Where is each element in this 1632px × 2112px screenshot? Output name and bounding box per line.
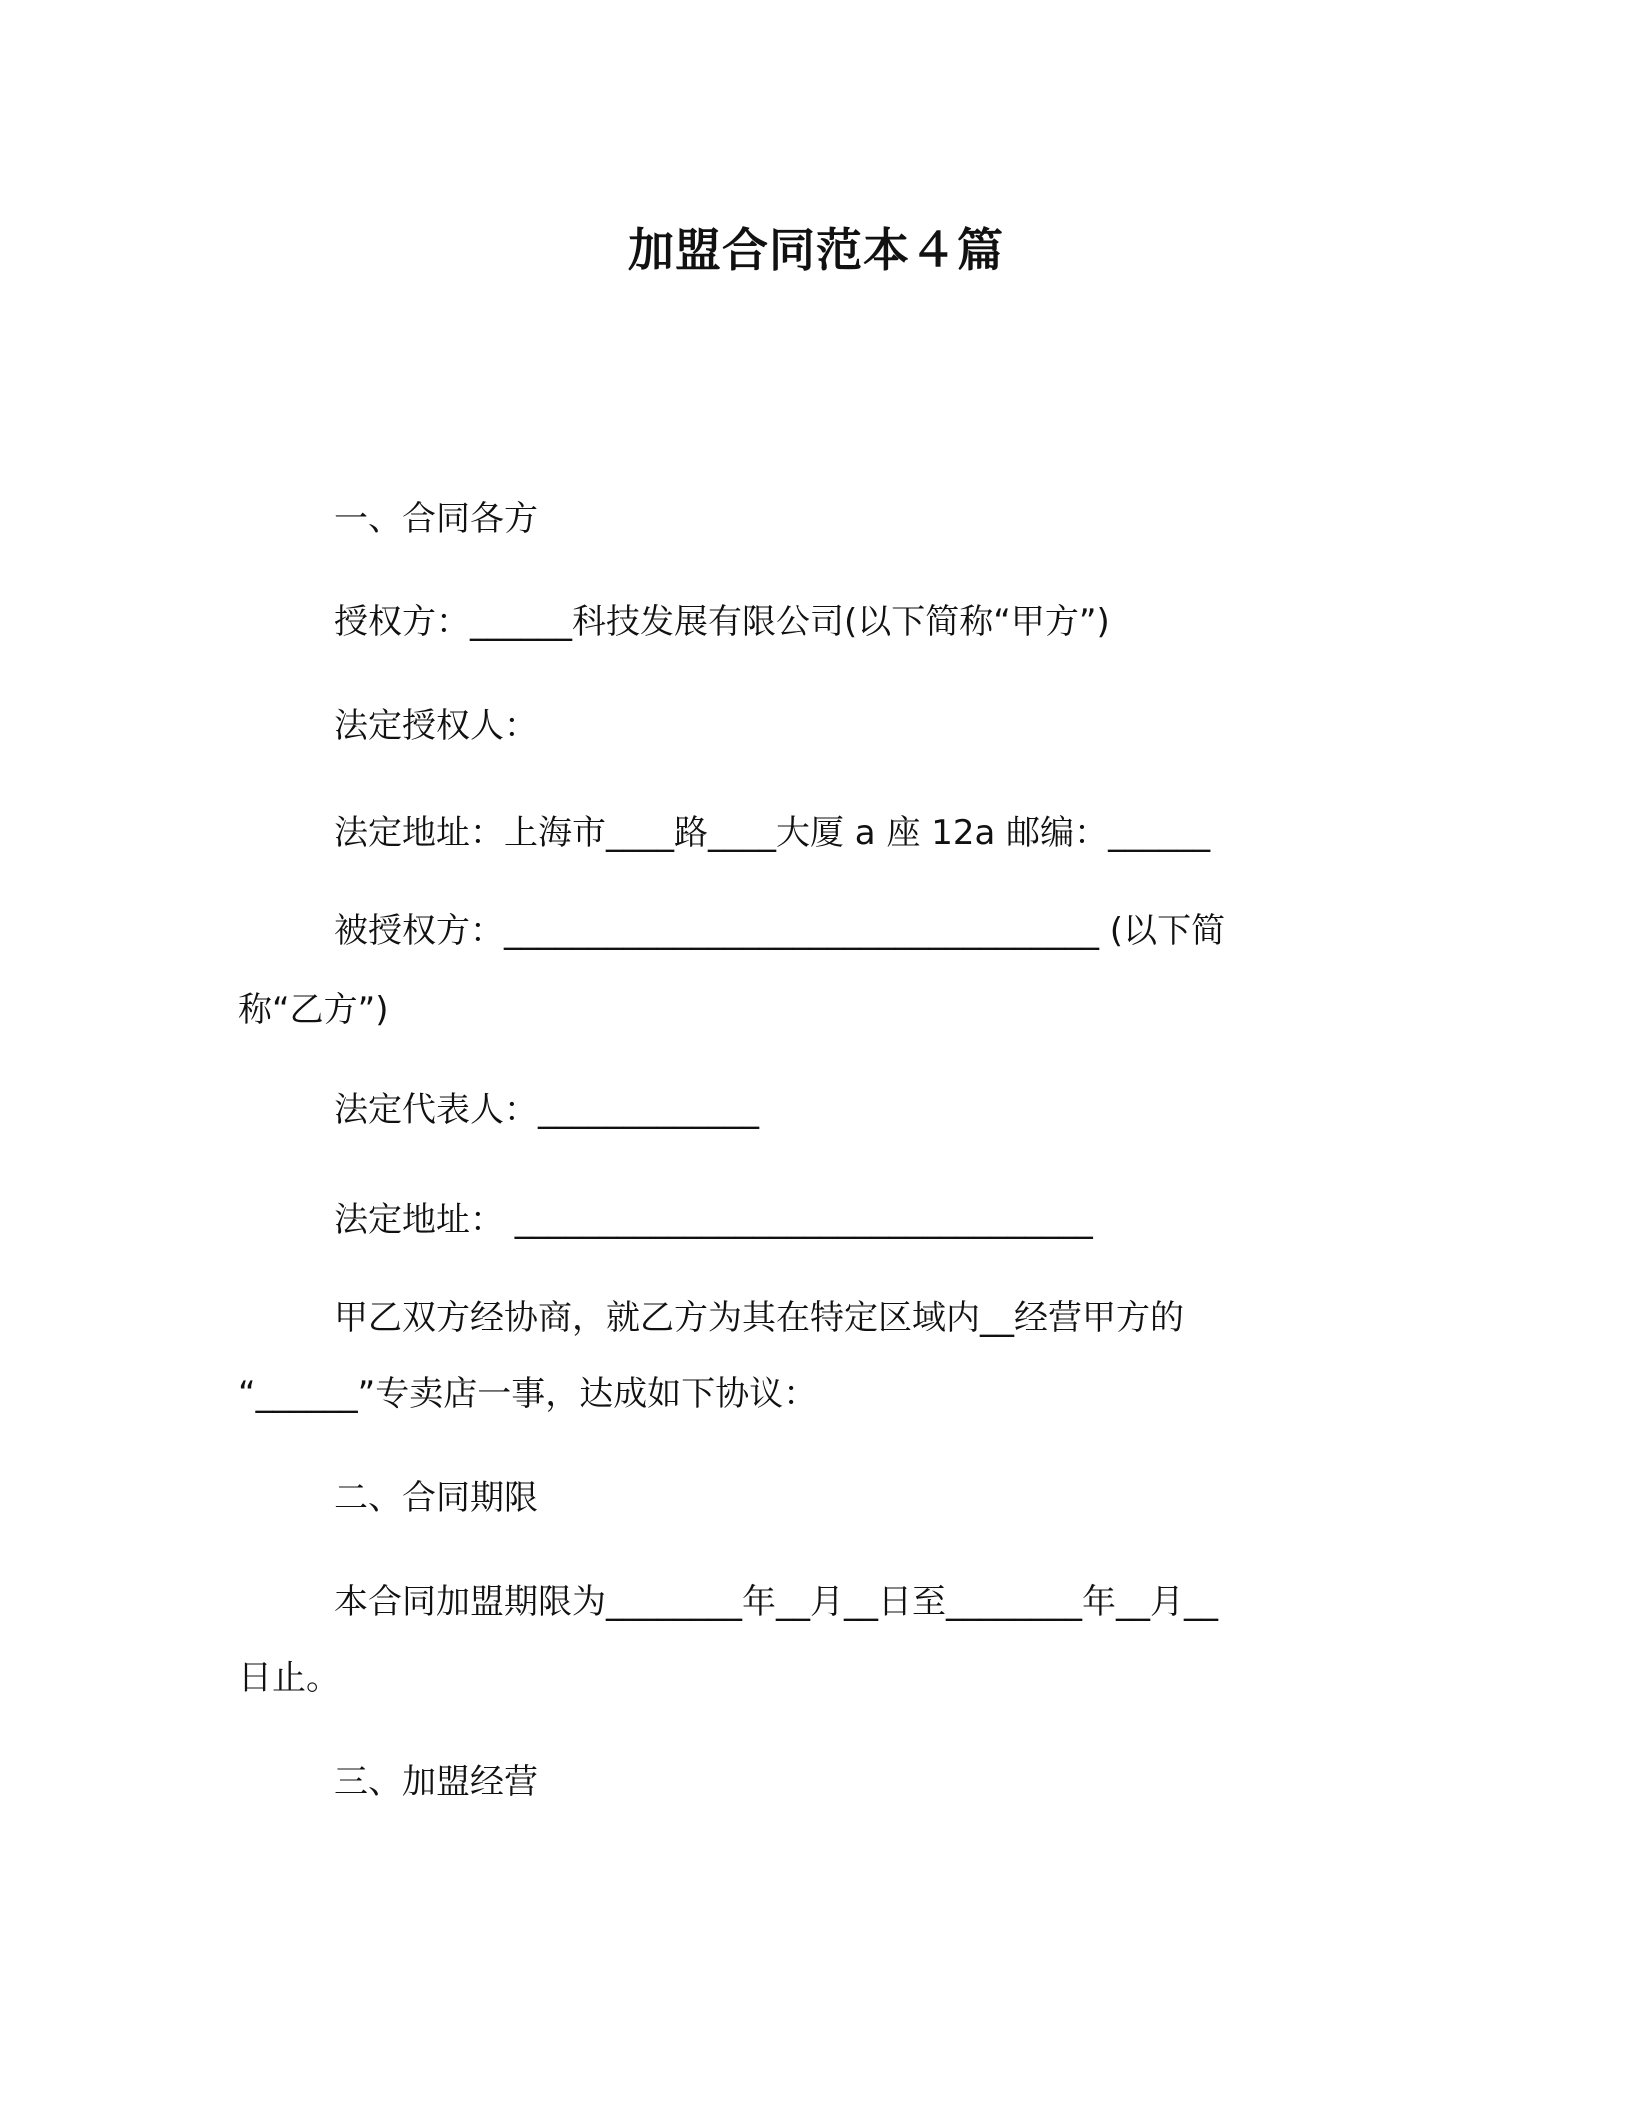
section-heading-franchise-operation: 三、加盟经营 [334, 1762, 538, 1802]
term-period-line: 本合同加盟期限为________年__月__日至________年__月__ [334, 1582, 1218, 1622]
licensor-address-line: 法定地址：上海市____路____大厦 a 座 12a 邮编：______ [334, 813, 1211, 853]
document-title: 加盟合同范本４篇 [628, 223, 1004, 277]
licensor-line: 授权方：______科技发展有限公司(以下简称“甲方”) [334, 602, 1110, 642]
licensee-representative-line: 法定代表人：_____________ [334, 1090, 759, 1130]
section-heading-term: 二、合同期限 [334, 1478, 538, 1518]
licensee-line-continued: 称“乙方”) [238, 990, 389, 1030]
agreement-intro-line-continued: “______”专卖店一事，达成如下协议： [238, 1374, 818, 1414]
licensee-line: 被授权方：___________________________________ (以下简 [334, 911, 1226, 951]
agreement-intro-line: 甲乙双方经协商，就乙方为其在特定区域内__经营甲方的 [334, 1298, 1184, 1338]
licensee-address-line: 法定地址： __________________________________ [334, 1200, 1093, 1240]
section-heading-parties: 一、合同各方 [334, 499, 538, 539]
term-period-line-continued: 日止。 [238, 1658, 340, 1698]
licensor-authorized-person-line: 法定授权人： [334, 706, 538, 746]
